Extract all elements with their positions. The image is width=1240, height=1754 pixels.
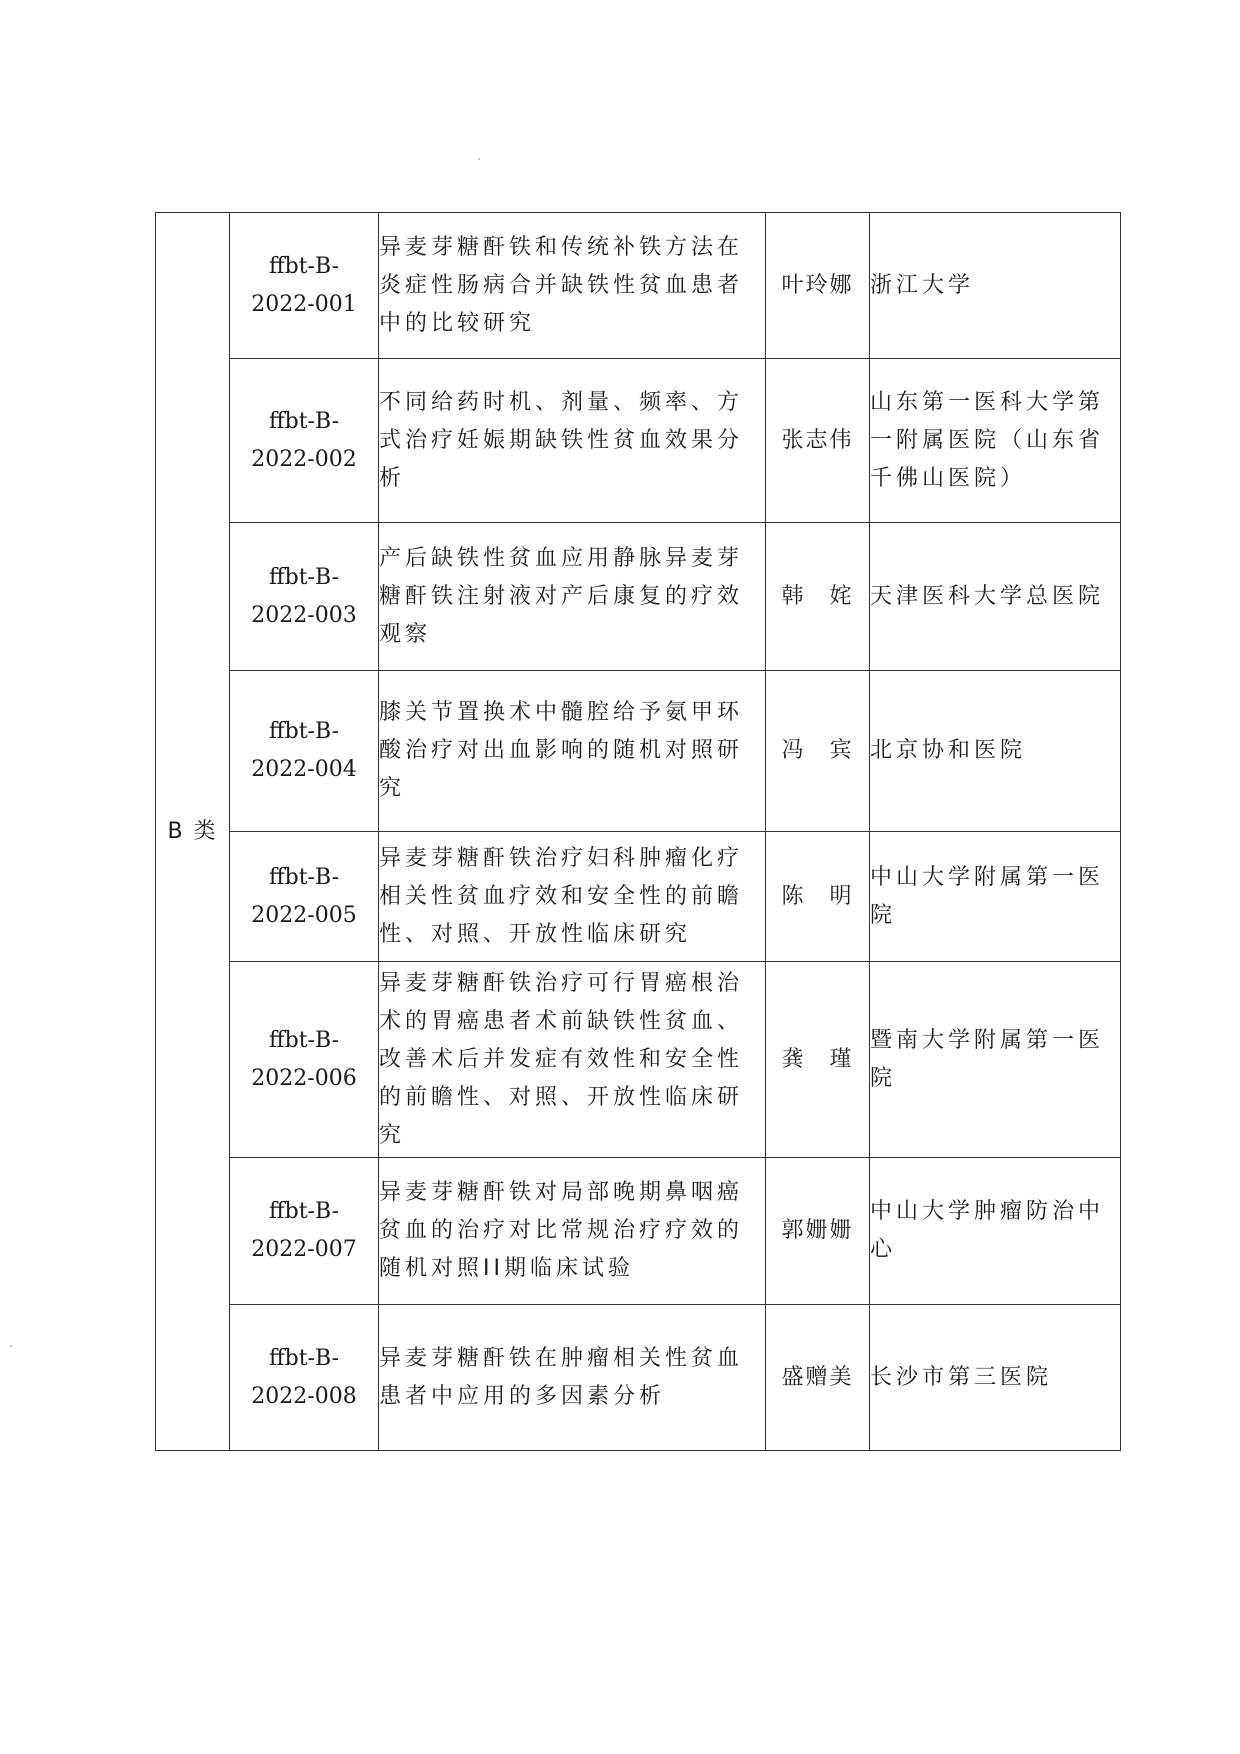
institution: 山东第一医科大学第一附属医院（山东省千佛山医院） [870,359,1121,523]
project-title: 异麦芽糖酐铁治疗可行胃癌根治术的胃癌患者术前缺铁性贫血、改善术后并发症有效性和安全性的前瞻性、对照、开放性临床研究 [379,962,766,1158]
table-row [156,832,1121,962]
project-code: ffbt-B- 2022-001 [230,213,379,359]
principal-investigator: 盛赠美 [766,1305,870,1451]
scan-speck [478,158,480,160]
project-title: 异麦芽糖酐铁和传统补铁方法在炎症性肠病合并缺铁性贫血患者中的比较研究 [379,213,766,359]
principal-investigator: 陈 明 [766,832,870,962]
project-code: ffbt-B- 2022-004 [230,671,379,832]
project-code: ffbt-B- 2022-002 [230,359,379,523]
table-row [156,1158,1121,1305]
institution: 浙江大学 [870,213,1121,359]
institution: 北京协和医院 [870,671,1121,832]
principal-investigator: 叶玲娜 [766,213,870,359]
principal-investigator: 韩 姹 [766,523,870,671]
project-code: ffbt-B- 2022-005 [230,832,379,962]
table-row [156,1305,1121,1451]
principal-investigator: 郭姗姗 [766,1158,870,1305]
principal-investigator: 张志伟 [766,359,870,523]
scan-speck [10,1345,12,1347]
table-row [156,359,1121,523]
project-table [155,212,1121,1451]
project-code: ffbt-B- 2022-007 [230,1158,379,1305]
project-title: 膝关节置换术中髓腔给予氨甲环酸治疗对出血影响的随机对照研究 [379,671,766,832]
institution: 暨南大学附属第一医院 [870,962,1121,1158]
category-cell: B 类 [156,213,230,1451]
table-row [156,213,1121,359]
principal-investigator: 龚 瑾 [766,962,870,1158]
institution: 天津医科大学总医院 [870,523,1121,671]
table-row [156,962,1121,1158]
project-title: 异麦芽糖酐铁治疗妇科肿瘤化疗相关性贫血疗效和安全性的前瞻性、对照、开放性临床研究 [379,832,766,962]
principal-investigator: 冯 宾 [766,671,870,832]
project-title: 异麦芽糖酐铁对局部晚期鼻咽癌贫血的治疗对比常规治疗疗效的随机对照II期临床试验 [379,1158,766,1305]
table-row [156,671,1121,832]
table-row [156,523,1121,671]
institution: 中山大学附属第一医院 [870,832,1121,962]
project-title: 异麦芽糖酐铁在肿瘤相关性贫血患者中应用的多因素分析 [379,1305,766,1451]
project-title: 产后缺铁性贫血应用静脉异麦芽糖酐铁注射液对产后康复的疗效观察 [379,523,766,671]
project-title: 不同给药时机、剂量、频率、方式治疗妊娠期缺铁性贫血效果分析 [379,359,766,523]
institution: 中山大学肿瘤防治中心 [870,1158,1121,1305]
project-code: ffbt-B- 2022-003 [230,523,379,671]
project-code: ffbt-B- 2022-006 [230,962,379,1158]
institution: 长沙市第三医院 [870,1305,1121,1451]
project-code: ffbt-B- 2022-008 [230,1305,379,1451]
